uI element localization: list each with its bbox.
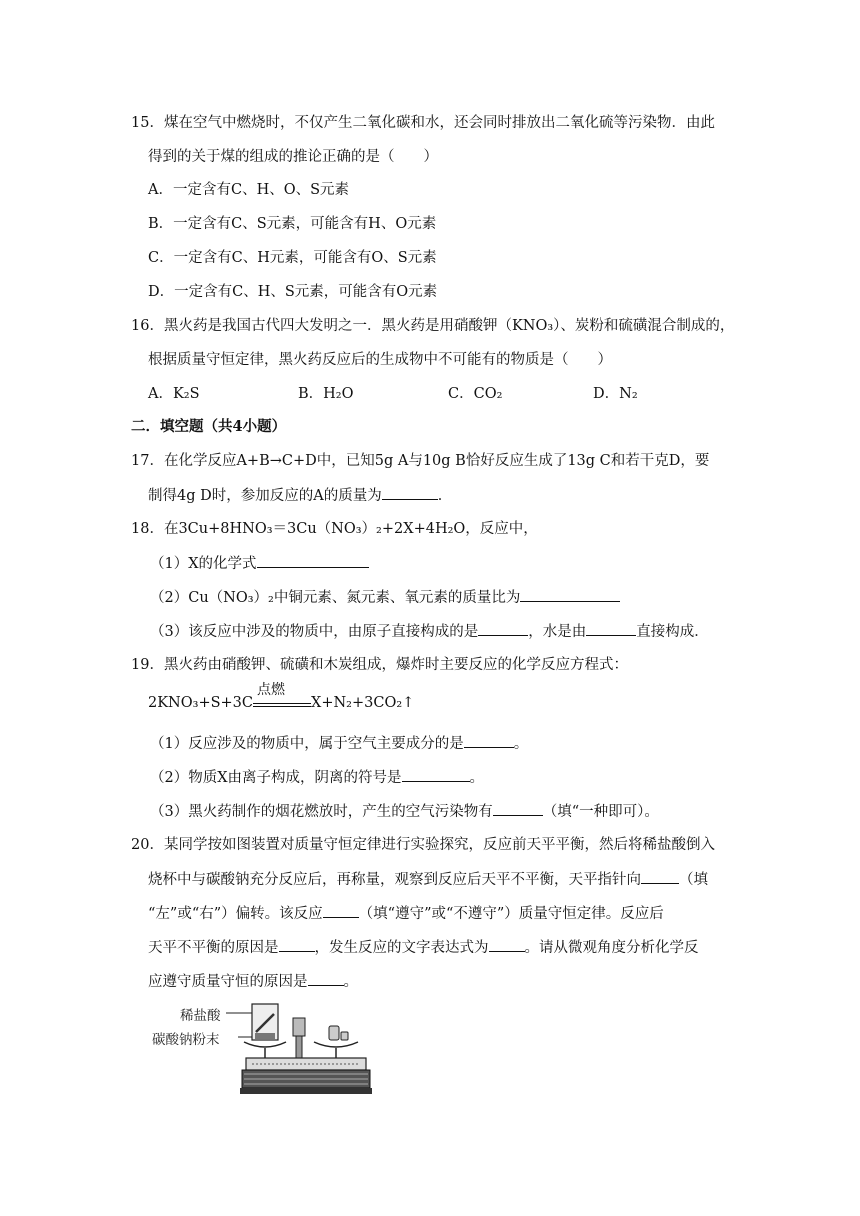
q18-part3-text-c: 直接构成． bbox=[636, 624, 709, 640]
q15-stem-line2: 得到的关于煤的组成的推论正确的是（ ） bbox=[148, 149, 438, 165]
q20-blank-micro[interactable] bbox=[308, 971, 344, 986]
q18-part1-blank[interactable] bbox=[257, 553, 369, 568]
q19-part3-blank[interactable] bbox=[493, 801, 543, 816]
q15-option-b: B．一定含有C、S元素，可能含有H、O元素 bbox=[148, 216, 437, 232]
q19-part3 bbox=[150, 801, 659, 822]
q19-equation-left: 2KNO₃+S+3C bbox=[148, 695, 253, 711]
q20-line4 bbox=[148, 937, 699, 958]
q20-blank-obey[interactable] bbox=[323, 903, 359, 918]
q18-part2-text: （2）Cu（NO₃）₂中铜元素、氮元素、氧元素的质量比为 bbox=[150, 590, 521, 606]
q17-stem-line2 bbox=[148, 485, 452, 506]
q19-part2-end: 。 bbox=[469, 770, 485, 786]
q19-stem: 19．黑火药由硝酸钾、硫磺和木炭组成，爆炸时主要反应的化学反应方程式： bbox=[131, 657, 628, 673]
q20-line3-text: “左”或“右”）偏转。该反应 bbox=[148, 906, 323, 922]
q17-stem-line1: 17．在化学反应A+B→C+D中，已知5g A与10g B恰好反应生成了13g C和若干克D，要 bbox=[131, 453, 710, 469]
q17-text-after-blank: ． bbox=[437, 488, 453, 504]
q19-equation-condition: 点燃 bbox=[257, 682, 285, 698]
q20-line5 bbox=[148, 971, 358, 992]
q15-option-c: C．一定含有C、H元素，可能含有O、S元素 bbox=[148, 250, 437, 266]
weight-icon bbox=[329, 1026, 339, 1040]
q20-line4-text-a: 天平不平衡的原因是 bbox=[148, 940, 279, 956]
q18-part3 bbox=[150, 621, 709, 642]
q18-part2 bbox=[150, 587, 620, 608]
q18-part3-text-a: （3）该反应中涉及的物质中，由原子直接构成的是 bbox=[150, 624, 479, 640]
q16-option-d: D．N₂ bbox=[593, 386, 638, 402]
q16-options-row bbox=[148, 384, 638, 404]
q19-part3-text: （3）黑火药制作的烟花燃放时，产生的空气污染物有 bbox=[150, 804, 493, 820]
q20-line3 bbox=[148, 903, 664, 924]
q19-equation bbox=[148, 682, 415, 713]
q19-equation-right: X+N₂+3CO₂↑ bbox=[311, 695, 415, 711]
q16-stem-line1: 16．黑火药是我国古代四大发明之一．黑火药是用硝酸钾（KNO₃）、炭粉和硫磺混合制成的， bbox=[131, 318, 735, 334]
q17-answer-blank[interactable] bbox=[382, 485, 438, 500]
q19-part2-text: （2）物质X由离子构成，阴离的符号是 bbox=[150, 770, 402, 786]
q20-line3-end: （填“遵守”或“不遵守”）质量守恒定律。反应后 bbox=[358, 906, 664, 922]
q18-part3-blank2[interactable] bbox=[586, 621, 636, 636]
q17-text-before-blank: 制得4g D时，参加反应的A的质量为 bbox=[148, 488, 382, 504]
q16-option-b: B．H₂O bbox=[298, 386, 354, 402]
q20-blank-expression[interactable] bbox=[489, 937, 525, 952]
label-sodium-carbonate-powder: 碳酸钠粉末 bbox=[152, 1032, 220, 1048]
right-pan-icon bbox=[314, 1042, 358, 1047]
q16-option-c: C．CO₂ bbox=[448, 386, 503, 402]
q16-stem-line2: 根据质量守恒定律，黑火药反应后的生成物中不可能有的物质是（ ） bbox=[148, 352, 612, 368]
q20-blank-reason[interactable] bbox=[279, 937, 315, 952]
q20-line4-text-b: ，发生反应的文字表达式为 bbox=[314, 940, 489, 956]
q18-part1-text: （1）X的化学式 bbox=[150, 556, 257, 572]
q19-part2 bbox=[150, 767, 484, 788]
q20-line1: 20．某同学按如图装置对质量守恒定律进行实验探究，反应前天平平衡，然后将稀盐酸倒入 bbox=[131, 837, 715, 853]
left-pan-icon bbox=[244, 1042, 286, 1047]
q18-part3-blank1[interactable] bbox=[478, 621, 528, 636]
q20-line4-text-c: 。请从微观角度分析化学反 bbox=[524, 940, 699, 956]
q16-option-a: A．K₂S bbox=[148, 386, 200, 402]
section-heading: 二．填空题（共4小题） bbox=[131, 418, 287, 435]
q19-part1-end: 。 bbox=[513, 736, 529, 752]
reaction-condition-arrow bbox=[253, 682, 311, 712]
balance-apparatus-figure bbox=[152, 1000, 374, 1100]
q19-part3-end: （填“一种即可）。 bbox=[542, 804, 659, 820]
q20-line5-end: 。 bbox=[343, 974, 358, 990]
q20-line5-text: 应遵守质量守恒的原因是 bbox=[148, 974, 308, 990]
q20-line2 bbox=[148, 869, 708, 890]
balance-drawing bbox=[152, 1000, 374, 1100]
q19-part1 bbox=[150, 733, 528, 754]
q19-part2-blank[interactable] bbox=[402, 767, 470, 782]
q19-part1-blank[interactable] bbox=[464, 733, 514, 748]
q18-part2-blank[interactable] bbox=[520, 587, 620, 602]
q18-part3-text-b: ，水是由 bbox=[528, 624, 587, 640]
q20-line2-end: （填 bbox=[679, 872, 708, 888]
label-dilute-hcl: 稀盐酸 bbox=[180, 1008, 221, 1024]
q20-line2-text: 烧杯中与碳酸钠充分反应后，再称量，观察到反应后天平不平衡，天平指针向 bbox=[148, 872, 641, 888]
q15-option-a: A．一定含有C、H、O、S元素 bbox=[148, 182, 350, 198]
q15-stem-line1: 15．煤在空气中燃烧时，不仅产生二氧化碳和水，还会同时排放出二氧化硫等污染物．由此 bbox=[131, 115, 715, 131]
double-line-icon bbox=[253, 703, 311, 707]
q15-option-d: D．一定含有C、H、S元素，可能含有O元素 bbox=[148, 284, 438, 300]
q20-blank-direction[interactable] bbox=[641, 869, 679, 884]
q18-part1 bbox=[150, 553, 369, 574]
q19-part1-text: （1）反应涉及的物质中，属于空气主要成分的是 bbox=[150, 736, 464, 752]
q18-stem: 18．在3Cu+8HNO₃＝3Cu（NO₃）₂+2X+4H₂O，反应中， bbox=[131, 521, 538, 537]
